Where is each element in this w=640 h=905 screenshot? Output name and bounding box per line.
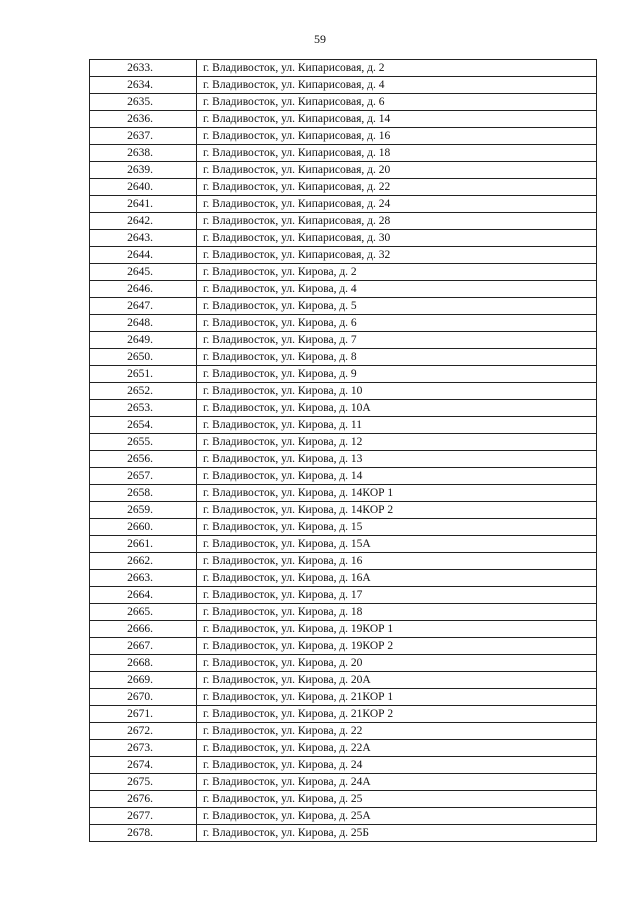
table-row [90,264,597,281]
row-number-cell: 2644. [90,247,197,264]
row-number-cell: 2668. [90,655,197,672]
table-row [90,417,597,434]
row-number-cell: 2658. [90,485,197,502]
row-number-cell: 2672. [90,723,197,740]
address-cell: г. Владивосток, ул. Кирова, д. 18 [197,604,597,621]
row-number-cell: 2666. [90,621,197,638]
address-cell: г. Владивосток, ул. Кирова, д. 10А [197,400,597,417]
table-row [90,230,597,247]
table-row [90,502,597,519]
address-cell: г. Владивосток, ул. Кирова, д. 10 [197,383,597,400]
address-cell: г. Владивосток, ул. Кирова, д. 20А [197,672,597,689]
address-cell: г. Владивосток, ул. Кирова, д. 25А [197,808,597,825]
row-number-cell: 2676. [90,791,197,808]
address-cell: г. Владивосток, ул. Кирова, д. 16 [197,553,597,570]
table-row [90,689,597,706]
address-cell: г. Владивосток, ул. Кирова, д. 19КОР 1 [197,621,597,638]
table-row [90,281,597,298]
address-cell: г. Владивосток, ул. Кирова, д. 5 [197,298,597,315]
address-cell: г. Владивосток, ул. Кипарисовая, д. 24 [197,196,597,213]
row-number-cell: 2641. [90,196,197,213]
address-cell: г. Владивосток, ул. Кирова, д. 11 [197,417,597,434]
row-number-cell: 2671. [90,706,197,723]
table-row [90,587,597,604]
table-row [90,791,597,808]
row-number-cell: 2646. [90,281,197,298]
table-row [90,485,597,502]
address-cell: г. Владивосток, ул. Кипарисовая, д. 4 [197,77,597,94]
table-row [90,94,597,111]
row-number-cell: 2651. [90,366,197,383]
table-row [90,247,597,264]
table-row [90,60,597,77]
row-number-cell: 2647. [90,298,197,315]
row-number-cell: 2667. [90,638,197,655]
row-number-cell: 2635. [90,94,197,111]
address-cell: г. Владивосток, ул. Кирова, д. 2 [197,264,597,281]
address-cell: г. Владивосток, ул. Кирова, д. 21КОР 1 [197,689,597,706]
address-cell: г. Владивосток, ул. Кипарисовая, д. 6 [197,94,597,111]
table-row [90,519,597,536]
row-number-cell: 2675. [90,774,197,791]
address-cell: г. Владивосток, ул. Кипарисовая, д. 16 [197,128,597,145]
table-row [90,315,597,332]
address-cell: г. Владивосток, ул. Кирова, д. 17 [197,587,597,604]
address-cell: г. Владивосток, ул. Кирова, д. 6 [197,315,597,332]
table-row [90,825,597,842]
address-cell: г. Владивосток, ул. Кирова, д. 24 [197,757,597,774]
table-row [90,145,597,162]
row-number-cell: 2645. [90,264,197,281]
row-number-cell: 2661. [90,536,197,553]
address-cell: г. Владивосток, ул. Кирова, д. 15А [197,536,597,553]
table-row [90,383,597,400]
table-row [90,213,597,230]
table-row [90,536,597,553]
address-cell: г. Владивосток, ул. Кирова, д. 22 [197,723,597,740]
table-row [90,298,597,315]
table-row [90,366,597,383]
row-number-cell: 2657. [90,468,197,485]
row-number-cell: 2665. [90,604,197,621]
row-number-cell: 2662. [90,553,197,570]
address-table-body [90,60,597,842]
address-cell: г. Владивосток, ул. Кипарисовая, д. 30 [197,230,597,247]
table-row [90,723,597,740]
table-row [90,621,597,638]
table-row [90,434,597,451]
row-number-cell: 2637. [90,128,197,145]
address-cell: г. Владивосток, ул. Кипарисовая, д. 32 [197,247,597,264]
row-number-cell: 2677. [90,808,197,825]
row-number-cell: 2633. [90,60,197,77]
table-row [90,757,597,774]
row-number-cell: 2642. [90,213,197,230]
table-row [90,740,597,757]
address-cell: г. Владивосток, ул. Кипарисовая, д. 2 [197,60,597,77]
row-number-cell: 2643. [90,230,197,247]
row-number-cell: 2650. [90,349,197,366]
table-row [90,128,597,145]
address-cell: г. Владивосток, ул. Кирова, д. 12 [197,434,597,451]
table-row [90,604,597,621]
address-cell: г. Владивосток, ул. Кирова, д. 14КОР 1 [197,485,597,502]
table-row [90,553,597,570]
table-row [90,468,597,485]
table-row [90,451,597,468]
address-cell: г. Владивосток, ул. Кирова, д. 22А [197,740,597,757]
row-number-cell: 2655. [90,434,197,451]
address-cell: г. Владивосток, ул. Кирова, д. 16А [197,570,597,587]
row-number-cell: 2653. [90,400,197,417]
table-row [90,179,597,196]
row-number-cell: 2656. [90,451,197,468]
address-cell: г. Владивосток, ул. Кирова, д. 15 [197,519,597,536]
table-row [90,77,597,94]
address-cell: г. Владивосток, ул. Кирова, д. 13 [197,451,597,468]
table-row [90,196,597,213]
row-number-cell: 2636. [90,111,197,128]
row-number-cell: 2640. [90,179,197,196]
row-number-cell: 2670. [90,689,197,706]
row-number-cell: 2660. [90,519,197,536]
address-table [89,59,597,842]
address-cell: г. Владивосток, ул. Кирова, д. 19КОР 2 [197,638,597,655]
address-cell: г. Владивосток, ул. Кипарисовая, д. 22 [197,179,597,196]
address-cell: г. Владивосток, ул. Кирова, д. 9 [197,366,597,383]
row-number-cell: 2674. [90,757,197,774]
row-number-cell: 2673. [90,740,197,757]
table-row [90,400,597,417]
table-row [90,774,597,791]
table-row [90,808,597,825]
address-cell: г. Владивосток, ул. Кирова, д. 25 [197,791,597,808]
table-row [90,672,597,689]
row-number-cell: 2659. [90,502,197,519]
table-row [90,655,597,672]
row-number-cell: 2664. [90,587,197,604]
row-number-cell: 2652. [90,383,197,400]
row-number-cell: 2649. [90,332,197,349]
table-row [90,570,597,587]
address-cell: г. Владивосток, ул. Кипарисовая, д. 20 [197,162,597,179]
address-cell: г. Владивосток, ул. Кирова, д. 4 [197,281,597,298]
row-number-cell: 2638. [90,145,197,162]
row-number-cell: 2639. [90,162,197,179]
address-cell: г. Владивосток, ул. Кипарисовая, д. 14 [197,111,597,128]
address-cell: г. Владивосток, ул. Кирова, д. 21КОР 2 [197,706,597,723]
address-cell: г. Владивосток, ул. Кирова, д. 14КОР 2 [197,502,597,519]
address-cell: г. Владивосток, ул. Кирова, д. 14 [197,468,597,485]
row-number-cell: 2648. [90,315,197,332]
table-row [90,111,597,128]
row-number-cell: 2634. [90,77,197,94]
address-cell: г. Владивосток, ул. Кирова, д. 7 [197,332,597,349]
table-row [90,706,597,723]
page-number: 59 [314,32,326,46]
row-number-cell: 2669. [90,672,197,689]
row-number-cell: 2663. [90,570,197,587]
address-cell: г. Владивосток, ул. Кипарисовая, д. 28 [197,213,597,230]
address-cell: г. Владивосток, ул. Кирова, д. 24А [197,774,597,791]
table-row [90,638,597,655]
table-row [90,162,597,179]
row-number-cell: 2654. [90,417,197,434]
address-cell: г. Владивосток, ул. Кипарисовая, д. 18 [197,145,597,162]
address-cell: г. Владивосток, ул. Кирова, д. 25Б [197,825,597,842]
row-number-cell: 2678. [90,825,197,842]
address-cell: г. Владивосток, ул. Кирова, д. 8 [197,349,597,366]
table-row [90,349,597,366]
address-cell: г. Владивосток, ул. Кирова, д. 20 [197,655,597,672]
table-row [90,332,597,349]
